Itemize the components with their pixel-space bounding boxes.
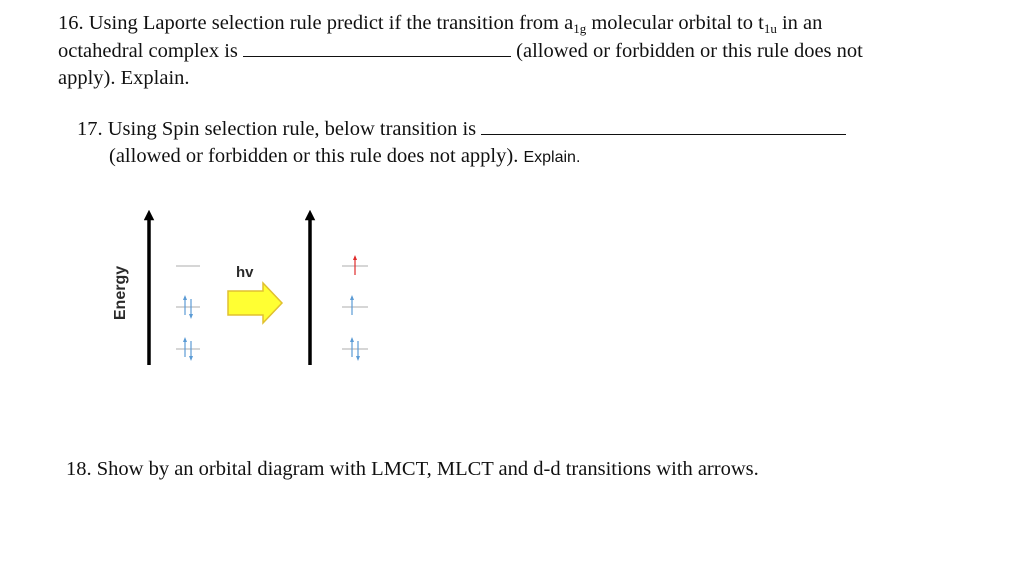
excited-electron-head-icon — [353, 255, 357, 260]
electron-up-head-icon — [183, 337, 187, 342]
energy-axis-label: Energy — [112, 265, 129, 321]
question-18: 18. Show by an orbital diagram with LMCT, MLCT and d-d transitions with arrows. — [66, 458, 759, 480]
q16-subscript-2: 1u — [763, 21, 777, 36]
spin-transition-diagram — [100, 205, 400, 375]
question-16 — [58, 10, 998, 92]
electron-up-head-icon — [350, 295, 354, 300]
q17-line1: 17. Using Spin selection rule, below transition is — [77, 118, 482, 140]
q17-explain: Explain. — [523, 149, 581, 166]
electron-down-head-icon — [189, 314, 193, 319]
q16-line2-end: (allowed or forbidden or this rule does not — [511, 40, 863, 62]
q16-subscript-1: 1g — [573, 21, 587, 36]
q17-line2: (allowed or forbidden or this rule does not apply). — [109, 145, 524, 167]
electron-down-head-icon — [189, 356, 193, 361]
electron-up-head-icon — [350, 337, 354, 342]
question-17 — [77, 116, 977, 171]
q16-line3: apply). Explain. — [58, 67, 190, 89]
q16-text-2: molecular orbital to t — [586, 12, 764, 34]
q16-text-1: 16. Using Laporte selection rule predict if the transition from a — [58, 12, 574, 34]
electron-up-head-icon — [183, 295, 187, 300]
hv-label: hv — [236, 264, 254, 281]
excited-state-levels — [342, 255, 368, 361]
electron-down-head-icon — [356, 356, 360, 361]
q16-line2-start: octahedral complex is — [58, 40, 244, 62]
q17-answer-blank[interactable] — [481, 116, 846, 135]
diagram-svg — [100, 205, 400, 375]
ground-state-levels — [176, 266, 200, 361]
photon-arrow-icon — [228, 283, 282, 323]
q16-text-3: in an — [776, 12, 823, 34]
q16-answer-blank[interactable] — [243, 38, 511, 57]
